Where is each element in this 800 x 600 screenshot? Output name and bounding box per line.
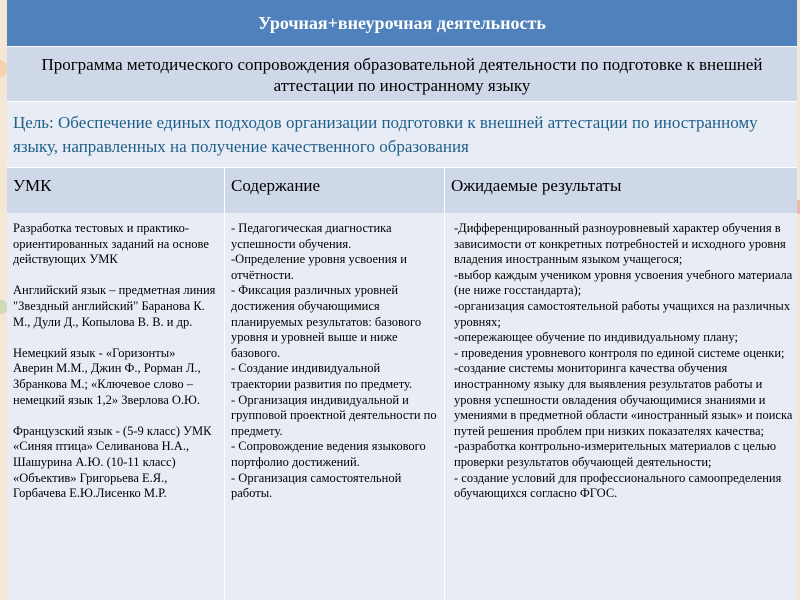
cell-results: -Дифференцированный разноуровневый характер обучения в зависимости от конкретных потребностей и исходного уровня владения иностранным языком учащегося; -выбор каждым учеником уровня усвоения учебного материала (не ниже госстандарта); -организация самостоятельной работы учащихся на различных уровнях; -опережающее обучение по индивидуальному плану; - проведения уровневого контроля по единой системе оценки; -создание системы мониторинга качества обучения иностранному языку для выявления результатов работы и уровня успешности овладения обучающимися знаниями и умениями в предметной области «иностранный язык» и поиска путей решения проблем при низких показателях качества; -разработка контрольно-измерительных материалов с целью проверки результатов обучающей деятельности; - создание условий для профессионального самоопределения обучающихся согласно ФГОС. <box>454 221 793 501</box>
header-content: Содержание <box>225 168 445 213</box>
program-title: Программа методического сопровождения образовательной деятельности по подготовке к внешней аттестации по иностранному языку <box>7 47 797 102</box>
header-umk: УМК <box>7 168 225 213</box>
cell-content: - Педагогическая диагностика успешности обучения. -Определение уровня усвоения и отчётности. - Фиксация различных уровней достижения обучающимися планируемых результатов: базового уровня и уровней выше и ниже базового. - Создание индивидуальной траектории развития по предмету. - Организация индивидуальной и групповой проектной деятельности по предмету. - Сопровождение ведения языкового портфолио достижений. - Организация самостоятельной работы. <box>225 213 445 600</box>
table-header-row <box>7 168 797 213</box>
table-body-row <box>7 213 797 600</box>
header-results: Ожидаемые результаты <box>451 176 622 195</box>
goal-text: Цель: Обеспечение единых подходов организации подготовки к внешней аттестации по иностранному языку, направленных на получение качественного образования <box>7 102 797 168</box>
slide-title: Урочная+внеурочная деятельность <box>7 0 797 47</box>
slide-frame <box>7 0 797 600</box>
cell-umk: Разработка тестовых и практико-ориентированных заданий на основе действующих УМК Английский язык – предметная линия "Звездный английский" Баранова К. М., Дули Д., Копылова В. В. и др. Немецкий язык - «Горизонты» Аверин М.М., Джин Ф., Рорман Л., Збранкова М.; «Ключевое слово – немецкий язык 1,2» Зверлова О.Ю. Французский язык - (5-9 класс) УМК «Синяя птица» Селиванова Н.А., Шашурина А.Ю. (10-11 класс) «Объектив» Григорьева Е.Я., Горбачева Е.Ю.Лисенко М.Р. <box>7 213 225 600</box>
